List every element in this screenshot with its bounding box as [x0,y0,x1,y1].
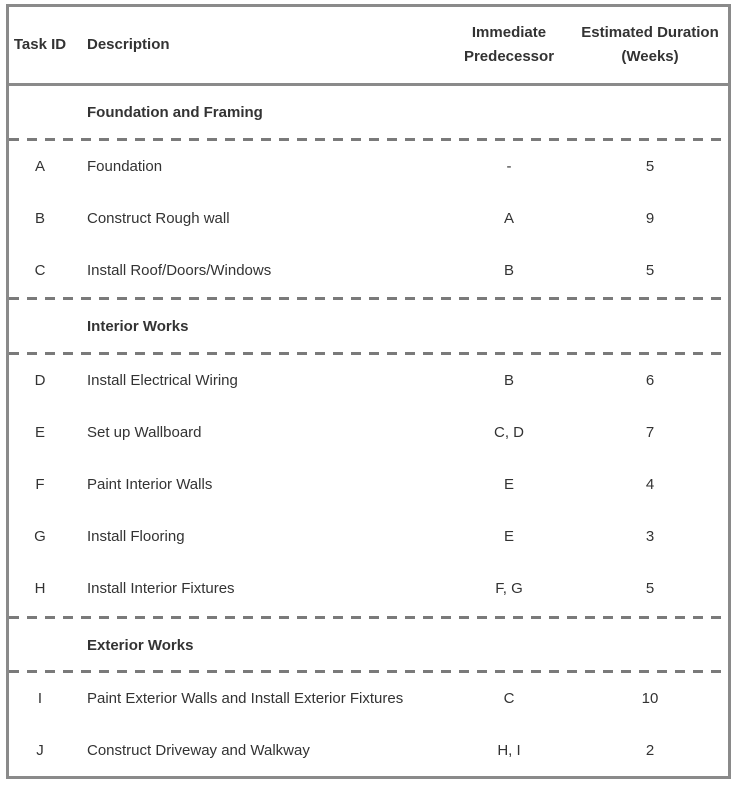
task-description: Install Roof/Doors/Windows [87,262,272,279]
table-row [9,673,728,725]
table-header [9,7,728,83]
header-description: Description [87,36,170,53]
task-id: F [35,476,45,493]
task-id: I [37,690,43,707]
task-id: C [34,262,46,279]
task-predecessor: H, I [497,742,521,759]
table-row [9,511,728,563]
task-predecessor: E [503,528,514,545]
task-duration: 5 [645,262,655,279]
table-row [9,407,728,459]
section-heading [9,300,728,354]
task-id: G [34,528,46,545]
table-row [9,563,728,615]
task-id: H [34,580,46,597]
task-predecessor: C [503,690,515,707]
task-description: Construct Driveway and Walkway [87,742,310,759]
task-id: J [36,742,44,759]
task-predecessor: E [503,476,514,493]
header-duration: Estimated Duration (Weeks) [581,24,719,65]
table-row [9,141,728,193]
task-duration: 6 [645,372,655,389]
task-predecessor: A [503,210,514,227]
task-description: Set up Wallboard [87,424,202,441]
section-heading [9,619,728,673]
section-title: Interior Works [87,318,189,335]
task-description: Install Electrical Wiring [87,372,238,389]
task-predecessor: B [503,372,514,389]
task-duration: 10 [641,690,659,707]
task-predecessor: C, D [494,424,524,441]
task-predecessor: B [503,262,514,279]
task-id: A [34,158,45,175]
table-row [9,245,728,297]
task-description: Paint Exterior Walls and Install Exterior Fixtures [87,690,404,707]
task-description: Construct Rough wall [87,210,230,227]
task-id: D [34,372,46,389]
section-heading [9,86,728,140]
task-description: Install Flooring [87,528,185,545]
task-table [6,4,731,779]
task-id: B [34,210,45,227]
section-title: Exterior Works [87,637,194,654]
task-duration: 3 [645,528,655,545]
table-row [9,725,728,777]
header-predecessor: Immediate Predecessor [463,24,555,65]
task-description: Install Interior Fixtures [87,580,235,597]
table-row [9,355,728,407]
task-description: Foundation [87,158,163,175]
task-duration: 7 [645,424,655,441]
task-duration: 4 [645,476,655,493]
task-duration: 2 [645,742,655,759]
task-description: Paint Interior Walls [87,476,213,493]
task-predecessor: F, G [495,580,523,597]
task-duration: 5 [645,158,655,175]
header-task-id: Task ID [13,36,67,53]
table-row [9,459,728,511]
section-title: Foundation and Framing [87,104,263,121]
task-duration: 9 [645,210,655,227]
task-predecessor: - [506,158,512,175]
task-id: E [34,424,45,441]
task-duration: 5 [645,580,655,597]
table-row [9,193,728,245]
